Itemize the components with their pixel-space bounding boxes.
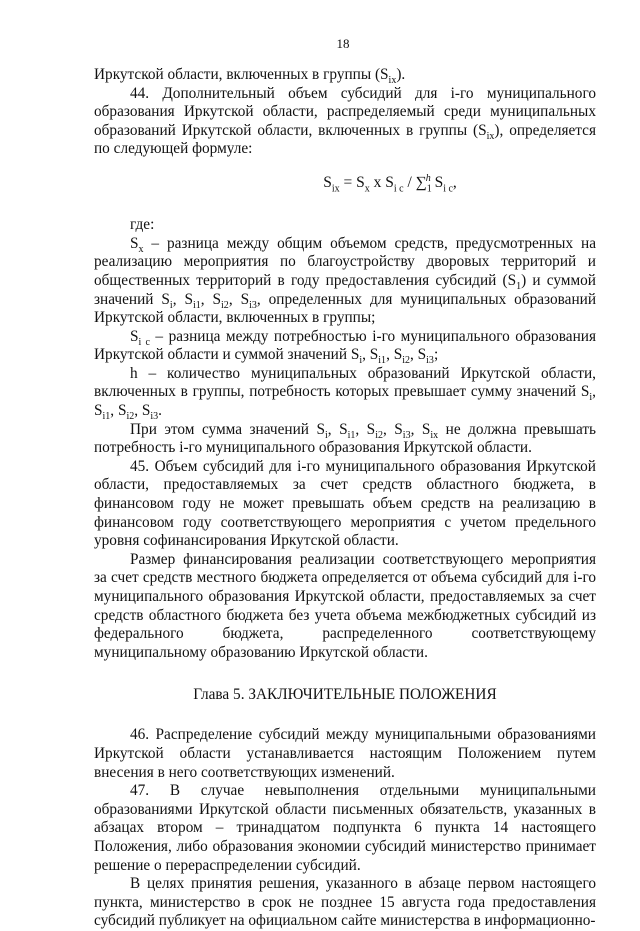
page-number: 18: [336, 36, 350, 51]
paragraph-continuation: Иркутской области, включенных в группы $(S_{ix})$.: [94, 66, 406, 87]
chapter-heading: Глава 5. ЗАКЛЮЧИТЕЛЬНЫЕ ПОЛОЖЕНИЯ: [193, 686, 497, 704]
paragraph-45-financing: Размер финансирования реализации соответствующего мероприятия за счет средств местного бюджета определяется от объема субсидий для i-го муниципального образования Иркутской области, предоставляемых за счет средств областного бюджета без учета объема межбюджетных субсидий из федерального бюджета, распределенного соответствующему муниципальному образованию Иркутской области.: [94, 550, 596, 661]
definition-sic: $S_{i c}$ – разница между потребностью i-го муниципального образования Иркутской области и суммой значений $S_i$, $S_{i1}$, $S_{i2}$, $S_{i3}$;: [94, 327, 597, 367]
paragraph-44: 44. Дополнительный объем субсидий для i-го муниципального образования Иркутской области, распределяемый среди муниципальных образований Иркутской области, включенных в группы $(S_{ix})$, определяется по следующей формуле:: [94, 84, 596, 158]
formula: $S_{ix} = S_x$ x $S_{i c} / \sum_1^h$ $S_{i c}$,: [323, 172, 457, 195]
paragraph-46: 46. Распределение субсидий между муниципальными образованиями Иркутской области устанавливается настоящим Положением путем внесения в него соответствующих изменений.: [94, 726, 596, 781]
where-label: где:: [130, 216, 155, 234]
definition-h: h – количество муниципальных образований Иркутской области, включенных в группы, потребность которых превышает сумму значений $S_i$, $S_{i1}$, $S_{i2}$, $S_{i3}$.: [94, 364, 596, 423]
paragraph-47: 47. В случае невыполнения отдельными муниципальными образованиями Иркутской области письменных обязательств, указанных в абзацах втором – тринадцатом подпункта 6 пункта 14 настоящего Положения, либо образования экономии субсидий министерство принимает решение о перераспределении субсидий.: [94, 782, 596, 874]
paragraph-45: 45. Объем субсидий для i-го муниципального образования Иркутской области, предоставляемых за счет средств областного бюджета, в финансовом году не может превышать объем средств на реализацию в финансовом году соответствующего мероприятия с учетом предельного уровня софинансирования Иркутской области.: [94, 457, 596, 550]
paragraph-47-decision: В целях принятия решения, указанного в абзаце первом настоящего пункта, министерство в срок не позднее 15 августа года предоставления субсидий публикует на официальном сайте министерства в информационно-: [94, 875, 596, 930]
definition-sx: $S_x$ – разница между общим объемом средств, предусмотренных на реализацию мероприятия по благоустройству дворовых территорий и общественных территорий в году предоставления субсидий $(S_1)$ и суммой значений $S_i$, $S_{i1}$, $S_{i2}$, $S_{i3}$, определенных для муниципальных образований Иркутской области, включенных в группы;: [94, 234, 597, 327]
paragraph-sum-limit: При этом сумма значений $S_i$, $S_{i1}$, $S_{i2}$, $S_{i3}$, $S_{ix}$ не должна превышать потребность i-го муниципального образования Иркутской области.: [94, 420, 597, 457]
